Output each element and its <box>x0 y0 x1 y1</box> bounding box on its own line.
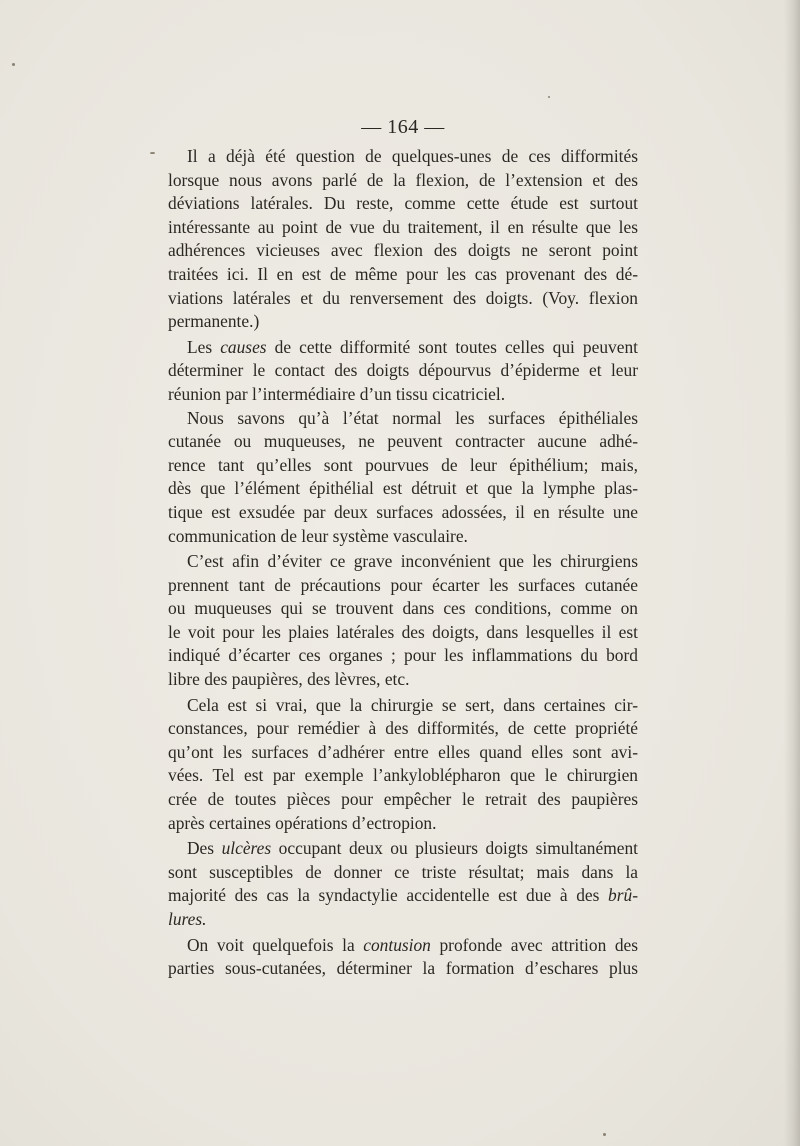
text-line: le voit pour les plaies latérales des doigts, dans lesquelles il est <box>168 621 638 642</box>
paper-speck <box>150 152 155 154</box>
text-line: prennent tant de précautions pour écarter les surfaces cutanée <box>168 574 638 595</box>
text-line: Nous savons qu’à l’état normal les surfaces épithéliales <box>187 407 638 428</box>
text-line: viations latérales et du renversement des doigts. (Voy. flexion <box>168 287 638 308</box>
text-line: réunion par l’intermédiaire d’un tissu cicatriciel. <box>168 383 506 404</box>
text-line: rence tant qu’elles sont pourvues de leur épithélium; mais, <box>168 454 638 475</box>
text-line: vées. Tel est par exemple l’ankyloblépharon que le chirurgien <box>168 765 638 786</box>
text-line: majorité des cas la syndactylie accidentelle est due à des brû- <box>168 885 638 906</box>
text-line: adhérences vicieuses avec flexion des doigts ne seront point <box>168 240 638 261</box>
text-line <box>168 908 638 932</box>
paragraph-1 <box>168 145 638 334</box>
page-number: — 164 — <box>361 116 445 138</box>
text-line: dès que l’élément épithélial est détruit et que la lymphe plas- <box>168 478 638 499</box>
paragraph-4 <box>168 550 638 692</box>
page-edge-shadow <box>784 0 800 1146</box>
text-line: Cela est si vrai, que la chirurgie se sert, dans certaines cir- <box>187 694 638 715</box>
text-line: indiqué d’écarter ces organes ; pour les inflammations du bord <box>168 645 638 666</box>
paper-speck <box>12 63 15 66</box>
italic-term: ulcères <box>221 838 272 859</box>
text-line: Les causes de cette difformité sont toutes celles qui peuvent <box>187 336 638 357</box>
text-line: ou muqueuses qui se trouvent dans ces conditions, comme on <box>168 598 638 619</box>
text-line: C’est afin d’éviter ce grave inconvénient que les chirurgiens <box>187 551 638 572</box>
text-line: On voit quelquefois la contusion profonde avec attrition des <box>187 934 639 955</box>
paragraph-2 <box>168 336 638 407</box>
italic-term: causes <box>220 336 267 357</box>
paragraph-3 <box>168 407 638 549</box>
text-line: Il a déjà été question de quelques-unes de ces difformités <box>187 146 638 166</box>
paper-speck <box>603 1133 606 1136</box>
text-line: libre des paupières, des lèvres, etc. <box>168 669 410 690</box>
paragraph-5 <box>168 694 638 836</box>
text-line: communication de leur système vasculaire. <box>168 525 468 546</box>
italic-term: lures. <box>168 909 207 929</box>
text-line: constances, pour remédier à des difformités, de cette propriété <box>168 718 638 739</box>
italic-term: contusion <box>363 934 431 955</box>
text-line: déterminer le contact des doigts dépourvus d’épiderme et leur <box>168 360 638 381</box>
text-line: Des ulcères occupant deux ou plusieurs doigts simultanément <box>187 838 638 859</box>
text-line: cutanée ou muqueuses, ne peuvent contracter aucune adhé- <box>168 431 638 452</box>
text-line: tique est exsudée par deux surfaces adossées, il en résulte une <box>168 501 638 522</box>
text-line: lorsque nous avons parlé de la flexion, de l’extension et des <box>168 169 638 190</box>
text-line: crée de toutes pièces pour empêcher le retrait des paupières <box>168 789 638 810</box>
paragraph-7 <box>168 934 638 981</box>
text-line: qu’ont les surfaces d’adhérer entre elles quand elles sont avi- <box>168 741 638 762</box>
text-line: après certaines opérations d’ectropion. <box>168 812 437 833</box>
text-line: parties sous-cutanées, déterminer la formation d’eschares plus <box>168 958 638 979</box>
text-line: permanente.) <box>168 311 260 332</box>
text-line: sont susceptibles de donner ce triste résultat; mais dans la <box>168 861 638 882</box>
text-line: déviations latérales. Du reste, comme cette étude est surtout <box>168 193 638 214</box>
italic-term: brû- <box>608 885 638 906</box>
paragraph-6 <box>168 837 638 931</box>
paper-speck <box>548 96 550 98</box>
text-line: intéressante au point de vue du traitement, il en résulte que les <box>168 216 638 237</box>
text-line: traitées ici. Il en est de même pour les cas provenant des dé- <box>168 263 638 284</box>
body-text <box>168 145 638 981</box>
